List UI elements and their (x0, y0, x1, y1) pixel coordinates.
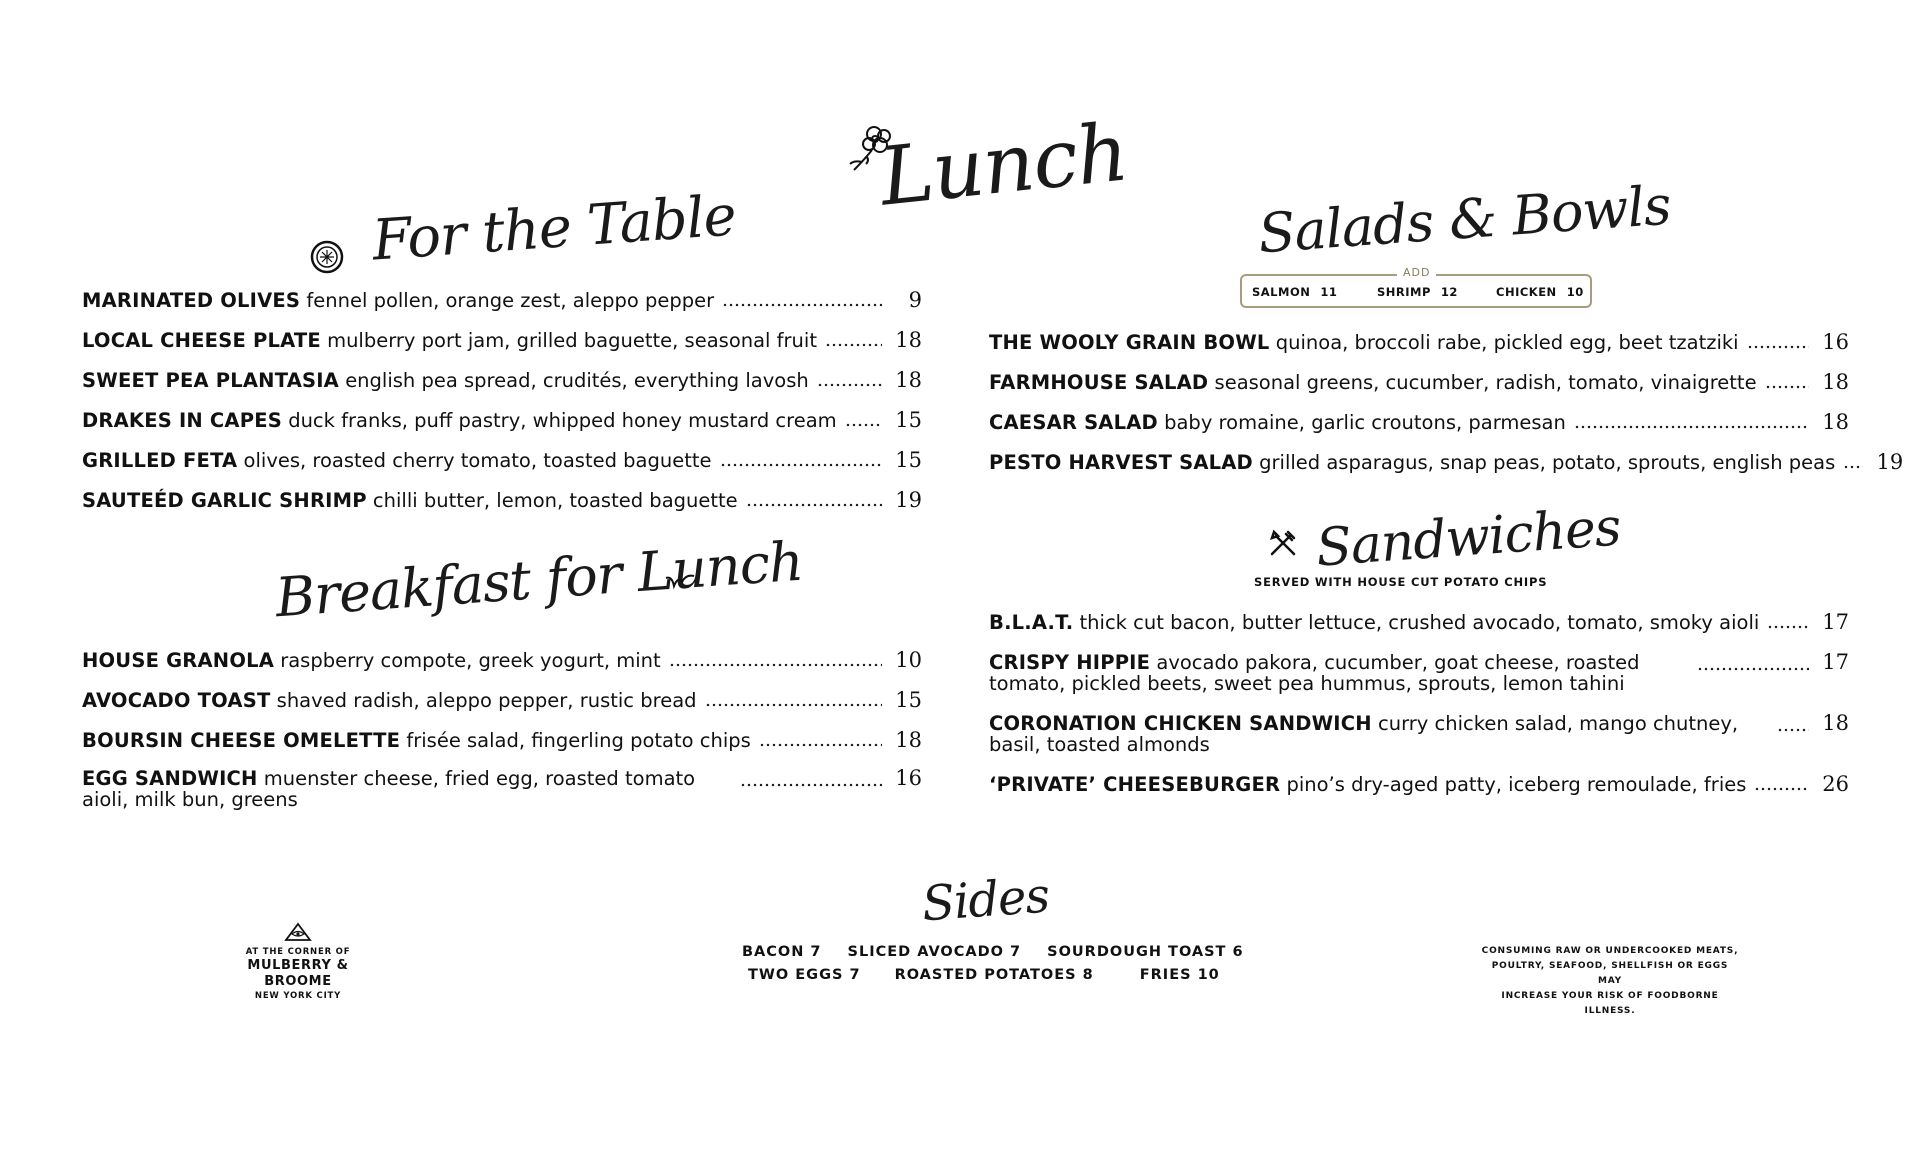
item-name: LOCAL CHEESE PLATE (82, 329, 321, 352)
section-heading-salads-bowls: Salads & Bowls (1256, 173, 1673, 266)
list-item (82, 650, 922, 671)
dot-leader (722, 290, 882, 308)
list-item (82, 330, 922, 351)
side-item: FRIES 10 (1139, 967, 1220, 983)
item-price: 18 (895, 728, 922, 752)
list-item (82, 490, 922, 511)
dot-leader (845, 410, 882, 428)
list-item (989, 713, 1849, 755)
item-name: HOUSE GRANOLA (82, 649, 275, 672)
item-desc: grilled asparagus, snap peas, potato, sprouts, english peas (1259, 451, 1836, 474)
item-price: 19 (1876, 450, 1904, 474)
item-name: FARMHOUSE SALAD (989, 371, 1209, 394)
item-name: CAESAR SALAD (989, 411, 1158, 434)
add-option-chicken: CHICKEN 10 (1496, 285, 1584, 299)
section-heading-for-the-table: For the Table (370, 183, 738, 274)
dot-leader (1765, 372, 1809, 390)
item-name: B.L.A.T. (989, 611, 1074, 634)
item-name: EGG SANDWICH (82, 767, 258, 790)
menu-title: Lunch (875, 105, 1132, 224)
item-desc: duck franks, puff pastry, whipped honey mustard cream (288, 409, 837, 432)
list-item (989, 372, 1849, 393)
item-desc: seasonal greens, cucumber, radish, tomato, vinaigrette (1214, 371, 1757, 394)
item-price: 18 (1822, 410, 1849, 434)
list-item (989, 450, 1904, 474)
location-block (236, 922, 360, 1002)
item-price: 26 (1822, 772, 1849, 796)
item-desc: frisée salad, fingerling potato chips (406, 729, 751, 752)
add-protein-box (1240, 266, 1592, 308)
list-item (989, 412, 1849, 433)
list-item (82, 768, 922, 810)
item-name: THE WOOLY GRAIN BOWL (989, 331, 1270, 354)
item-desc: quinoa, broccoli rabe, pickled egg, beet tzatziki (1275, 331, 1739, 354)
side-item: SLICED AVOCADO 7 (847, 944, 1022, 960)
dot-leader (825, 330, 882, 348)
item-price: 17 (1822, 650, 1849, 674)
item-name: CORONATION CHICKEN SANDWICH (989, 712, 1372, 735)
list-item (82, 370, 922, 391)
item-name: DRAKES IN CAPES (82, 409, 282, 432)
sides-line-1 (742, 944, 1244, 960)
location-name: MULBERRY & BROOME (247, 958, 349, 989)
dot-leader (1697, 654, 1809, 672)
pyramid-eye-icon (284, 922, 312, 942)
item-desc: baby romaine, garlic croutons, parmesan (1164, 411, 1566, 434)
item-desc: pino’s dry-aged patty, iceberg remoulade, fries (1286, 773, 1747, 796)
list-item (989, 774, 1849, 795)
dot-leader (759, 730, 882, 748)
item-desc: thick cut bacon, butter lettuce, crushed avocado, tomato, smoky aioli (1079, 611, 1760, 634)
location-line-1: AT THE CORNER OF (245, 947, 351, 957)
item-name: BOURSIN CHEESE OMELETTE (82, 729, 401, 752)
dot-leader (740, 770, 882, 788)
item-desc: avocado pakora, cucumber, goat cheese, roasted tomato, pickled beets, sweet pea hummus, sprouts, lemon tahini (989, 651, 1640, 695)
warning-line: POULTRY, SEAFOOD, SHELLFISH OR EGGS MAY (1491, 961, 1729, 986)
item-name: AVOCADO TOAST (82, 689, 271, 712)
dot-leader (1777, 715, 1809, 733)
item-price: 19 (895, 488, 922, 512)
location-city: NEW YORK CITY (254, 991, 342, 1001)
item-name: SAUTEÉD GARLIC SHRIMP (82, 489, 367, 512)
add-option-salmon: SALMON 11 (1252, 285, 1338, 299)
list-item (82, 730, 922, 751)
item-desc: raspberry compote, greek yogurt, mint (280, 649, 661, 672)
crossed-utensils-icon (1268, 528, 1298, 558)
item-name: SWEET PEA PLANTASIA (82, 369, 339, 392)
list-item (989, 332, 1849, 353)
item-price: 9 (908, 288, 922, 312)
item-desc: olives, roasted cherry tomato, toasted baguette (243, 449, 712, 472)
section-heading-breakfast-for-lunch: Breakfast for Lunch (273, 529, 805, 630)
section-heading-sandwiches: Sandwiches (1314, 497, 1623, 579)
dot-leader (1754, 774, 1809, 792)
item-name: CRISPY HIPPIE (989, 651, 1151, 674)
item-price: 17 (1822, 610, 1849, 634)
item-desc: mulberry port jam, grilled baguette, seasonal fruit (327, 329, 817, 352)
item-price: 18 (1822, 370, 1849, 394)
side-item: BACON 7 (742, 944, 822, 960)
sandwiches-subheading: SERVED WITH HOUSE CUT POTATO CHIPS (1254, 575, 1548, 589)
list-item (82, 290, 922, 311)
item-desc: fennel pollen, orange zest, aleppo pepper (306, 289, 715, 312)
dot-leader (1574, 412, 1809, 430)
item-price: 15 (895, 448, 922, 472)
dot-leader (1767, 612, 1809, 630)
list-item (82, 410, 922, 431)
bird-icon (664, 572, 698, 592)
item-price: 18 (1822, 711, 1849, 735)
item-price: 16 (1822, 330, 1849, 354)
medallion-icon (310, 240, 344, 274)
item-desc: muenster cheese, fried egg, roasted tomato aioli, milk bun, greens (82, 767, 696, 811)
list-item (82, 450, 922, 471)
list-item (82, 690, 922, 711)
warning-line: CONSUMING RAW OR UNDERCOOKED MEATS, (1481, 946, 1739, 956)
section-heading-sides: Sides (920, 867, 1051, 933)
side-item: SOURDOUGH TOAST 6 (1047, 944, 1244, 960)
sides-line-2 (748, 967, 1220, 983)
item-price: 18 (895, 328, 922, 352)
side-item: TWO EGGS 7 (748, 967, 861, 983)
dot-leader (1843, 452, 1863, 470)
item-desc: chilli butter, lemon, toasted baguette (372, 489, 738, 512)
list-item (989, 652, 1849, 694)
item-name: ‘PRIVATE’ CHEESEBURGER (989, 773, 1281, 796)
item-name: PESTO HARVEST SALAD (989, 451, 1253, 474)
add-label: ADD (1397, 266, 1436, 279)
dot-leader (705, 690, 882, 708)
add-option-shrimp: SHRIMP 12 (1377, 285, 1458, 299)
item-name: GRILLED FETA (82, 449, 238, 472)
item-name: MARINATED OLIVES (82, 289, 301, 312)
dot-leader (669, 650, 882, 668)
item-price: 18 (895, 368, 922, 392)
item-price: 15 (895, 688, 922, 712)
item-price: 16 (895, 766, 922, 790)
side-item: ROASTED POTATOES 8 (894, 967, 1094, 983)
dot-leader (1747, 332, 1809, 350)
dot-leader (817, 370, 882, 388)
item-desc: curry chicken salad, mango chutney, basil, toasted almonds (989, 712, 1739, 756)
list-item (989, 612, 1849, 633)
dot-leader (746, 490, 882, 508)
item-desc: english pea spread, crudités, everything lavosh (345, 369, 809, 392)
item-price: 10 (895, 648, 922, 672)
dot-leader (720, 450, 882, 468)
item-desc: shaved radish, aleppo pepper, rustic bread (276, 689, 697, 712)
food-warning (1480, 944, 1740, 1019)
warning-line: INCREASE YOUR RISK OF FOODBORNE ILLNESS. (1501, 991, 1719, 1016)
item-price: 15 (895, 408, 922, 432)
